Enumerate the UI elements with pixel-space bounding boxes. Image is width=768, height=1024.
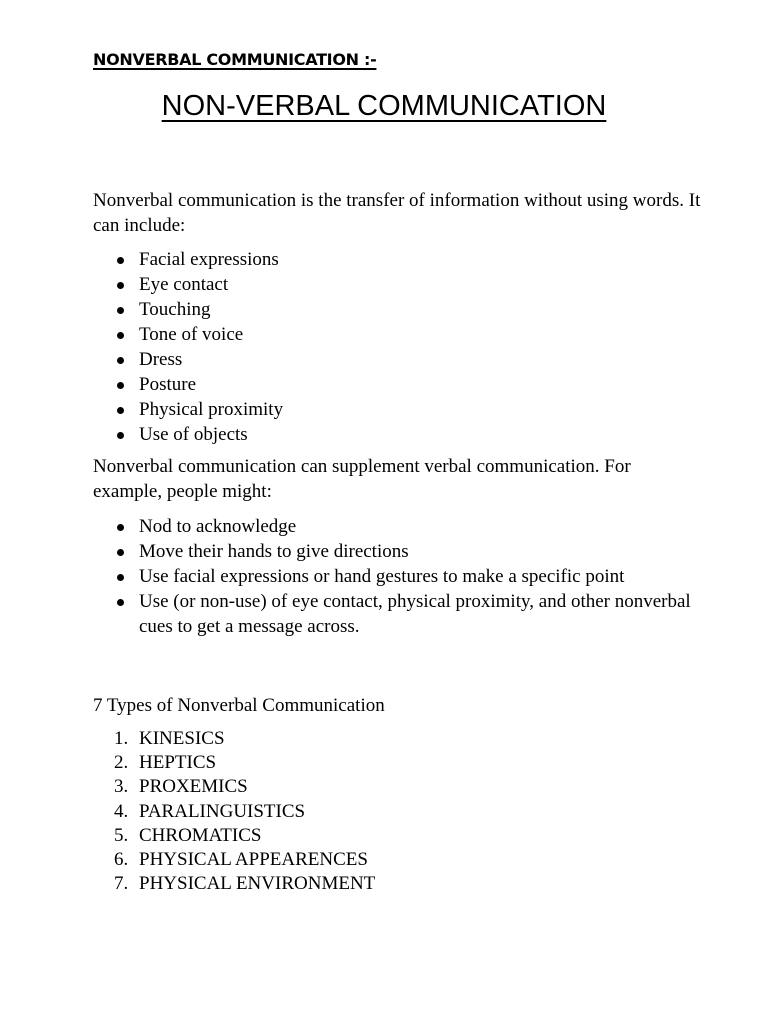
list-item xyxy=(93,247,703,272)
list-number: 3. xyxy=(114,776,129,798)
list-item-text: Nod to acknowledge xyxy=(139,516,297,537)
list-item-text: Use of objects xyxy=(139,424,248,445)
list-item-text: Touching xyxy=(139,299,211,320)
list-item-text: CHROMATICS xyxy=(139,824,262,846)
bullet-icon xyxy=(117,382,124,389)
list-number: 4. xyxy=(114,800,129,822)
list-item xyxy=(93,422,703,447)
list-item xyxy=(93,824,703,848)
list-item xyxy=(93,539,703,564)
list-item-text: HEPTICS xyxy=(139,752,217,774)
list-item xyxy=(93,297,703,322)
list-item xyxy=(93,397,703,422)
list-item xyxy=(93,727,703,751)
list-number: 5. xyxy=(114,824,129,846)
bullet-icon xyxy=(117,357,124,364)
list-item xyxy=(93,347,703,372)
bullet-icon xyxy=(117,307,124,314)
list-item xyxy=(93,872,703,896)
list-item-text: PHYSICAL APPEARENCES xyxy=(139,849,368,871)
page-title-text: NON-VERBAL COMMUNICATION xyxy=(161,90,607,122)
list-number: 7. xyxy=(114,873,129,895)
header-label: NONVERBAL COMMUNICATION :- xyxy=(93,50,377,69)
include-list xyxy=(93,247,703,447)
examples-list xyxy=(93,514,703,639)
intro-paragraph: Nonverbal communication is the transfer of information without using words. It can include: xyxy=(93,190,701,236)
list-item-text: Use (or non-use) of eye contact, physical proximity, and other nonverbal cues to get a message across. xyxy=(139,591,691,637)
list-item-text: Tone of voice xyxy=(139,324,244,345)
list-item xyxy=(93,372,703,397)
bullet-icon xyxy=(117,574,124,581)
list-item xyxy=(93,848,703,872)
list-item xyxy=(93,589,703,639)
list-item xyxy=(93,775,703,799)
bullet-icon xyxy=(117,332,124,339)
bullet-icon xyxy=(117,282,124,289)
bullet-icon xyxy=(117,524,124,531)
bullet-icon xyxy=(117,549,124,556)
list-item-text: Physical proximity xyxy=(139,399,284,420)
list-item-text: Facial expressions xyxy=(139,249,279,270)
types-list xyxy=(93,727,703,896)
list-item-text: Eye contact xyxy=(139,274,229,295)
list-item xyxy=(93,322,703,347)
list-item-text: Use facial expressions or hand gestures to make a specific point xyxy=(139,566,625,587)
types-heading: 7 Types of Nonverbal Communication xyxy=(93,695,385,716)
bullet-icon xyxy=(117,257,124,264)
list-item-text: Move their hands to give directions xyxy=(139,541,409,562)
list-number: 1. xyxy=(114,728,129,749)
page-title xyxy=(0,88,768,124)
list-item-text: PROXEMICS xyxy=(139,776,248,798)
bullet-icon xyxy=(117,599,124,606)
list-item xyxy=(93,514,703,539)
list-number: 2. xyxy=(114,752,129,774)
list-item-text: PHYSICAL ENVIRONMENT xyxy=(139,873,376,895)
list-item-text: Dress xyxy=(139,349,183,370)
list-item xyxy=(93,272,703,297)
document-body xyxy=(93,188,703,896)
list-item-text: Posture xyxy=(139,374,196,395)
list-item xyxy=(93,751,703,775)
bullet-icon xyxy=(117,432,124,439)
list-item-text: KINESICS xyxy=(139,728,225,749)
supplement-paragraph: Nonverbal communication can supplement verbal communication. For example, people might: xyxy=(93,456,631,502)
list-item xyxy=(93,800,703,824)
list-item xyxy=(93,564,703,589)
list-item-text: PARALINGUISTICS xyxy=(139,800,306,822)
bullet-icon xyxy=(117,407,124,414)
list-number: 6. xyxy=(114,849,129,871)
